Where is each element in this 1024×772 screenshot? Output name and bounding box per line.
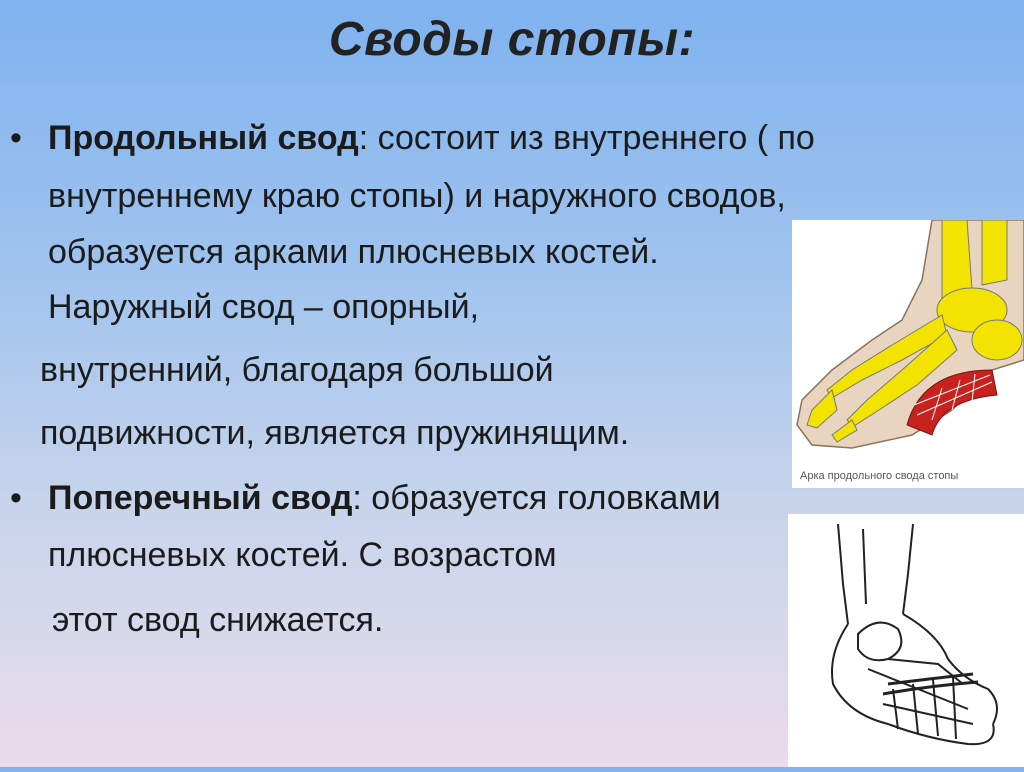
bullet1-term: Продольный свод — [48, 119, 359, 157]
bullet1-line1: Продольный свод: состоит из внутреннего ( по — [48, 119, 815, 157]
bullet-dot: • — [10, 479, 22, 517]
foot-arch-icon — [792, 220, 1024, 488]
foot-arch-illustration — [792, 220, 1024, 488]
bullet2-line1: Поперечный свод: образуется головками — [48, 479, 721, 517]
bullet2-line2: плюсневых костей. С возрастом — [48, 536, 557, 574]
figure1-caption: Арка продольного свода стопы — [800, 470, 959, 482]
bullet1-line2: внутреннему краю стопы) и наружного сводов, — [48, 177, 786, 215]
page-title: Своды стопы: — [328, 13, 696, 66]
bullet1-line3: образуется арками плюсневых костей. — [48, 233, 659, 271]
bullet-dot: • — [10, 119, 22, 157]
foot-line-drawing — [788, 514, 1024, 767]
bullet1-line4: Наружный свод – опорный, — [48, 288, 480, 326]
foot-drawing-icon — [788, 514, 1024, 767]
bullet1-line6: подвижности, является пружинящим. — [40, 414, 630, 452]
bullet1-line5: внутренний, благодаря большой — [40, 351, 554, 389]
bullet2-line3: этот свод снижается. — [52, 601, 384, 639]
bullet2-term: Поперечный свод — [48, 479, 353, 517]
